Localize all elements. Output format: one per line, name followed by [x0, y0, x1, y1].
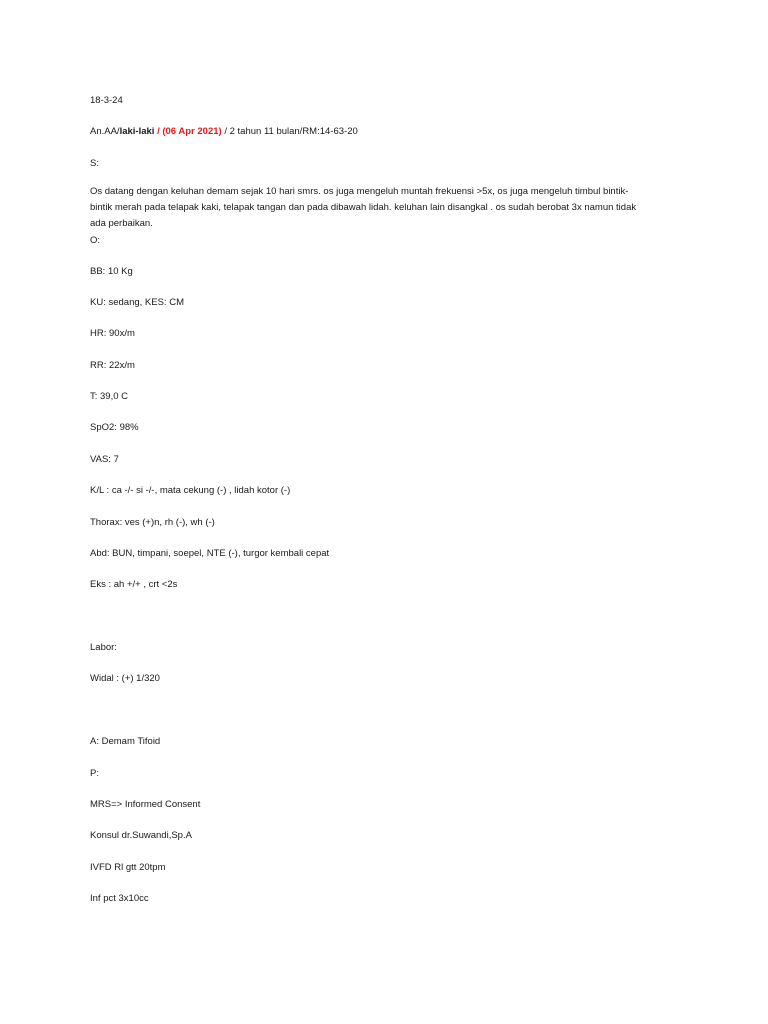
objective-item: Eks : ah +/+ , crt <2s — [90, 579, 178, 590]
subjective-text: Os datang dengan keluhan demam sejak 10 hari smrs. os juga mengeluh muntah frekuensi >5x, os juga mengeluh timbul bintik-bintik merah pada telapak kaki, telapak tangan dan pada dibawah lidah. keluhan lain disangkal . os sudah berobat 3x namun tidak ada perbaikan. — [90, 186, 637, 229]
objective-item: T: 39,0 C — [90, 391, 129, 402]
plan-item: IVFD Rl gtt 20tpm — [90, 862, 166, 873]
patient-name: An.AA/ — [90, 126, 120, 137]
patient-separator: / — [154, 126, 163, 137]
objective-item: K/L : ca -/- si -/-, mata cekung (-) , lidah kotor (-) — [90, 485, 291, 496]
plan-heading: P: — [90, 768, 99, 779]
plan-item: Konsul dr.Suwandi,Sp.A — [90, 830, 192, 841]
objective-item: BB: 10 Kg — [90, 266, 133, 277]
assessment: A: Demam Tifoid — [90, 736, 161, 747]
objective-item: VAS: 7 — [90, 454, 119, 465]
objective-item: HR: 90x/m — [90, 328, 135, 339]
objective-item: Thorax: ves (+)n, rh (-), wh (-) — [90, 517, 215, 528]
objective-item: RR: 22x/m — [90, 360, 135, 371]
subjective-heading: S: — [90, 158, 99, 169]
labor-heading: Labor: — [90, 642, 117, 653]
plan-item: MRS=> Informed Consent — [90, 799, 201, 810]
objective-item: Abd: BUN, timpani, soepel, NTE (-), turgor kembali cepat — [90, 548, 330, 559]
objective-item: SpO2: 98% — [90, 422, 139, 433]
patient-identity-line — [90, 126, 358, 138]
objective-item: KU: sedang, KES: CM — [90, 297, 184, 308]
labor-item: Widal : (+) 1/320 — [90, 673, 160, 684]
patient-dob: (06 Apr 2021) — [162, 126, 222, 137]
note-date: 18-3-24 — [90, 95, 123, 106]
objective-heading: O: — [90, 235, 101, 246]
patient-sex: laki-laki — [119, 126, 155, 137]
patient-age-rm: / 2 tahun 11 bulan/RM:14-63-20 — [221, 126, 358, 137]
plan-item: Inf pct 3x10cc — [90, 893, 149, 904]
